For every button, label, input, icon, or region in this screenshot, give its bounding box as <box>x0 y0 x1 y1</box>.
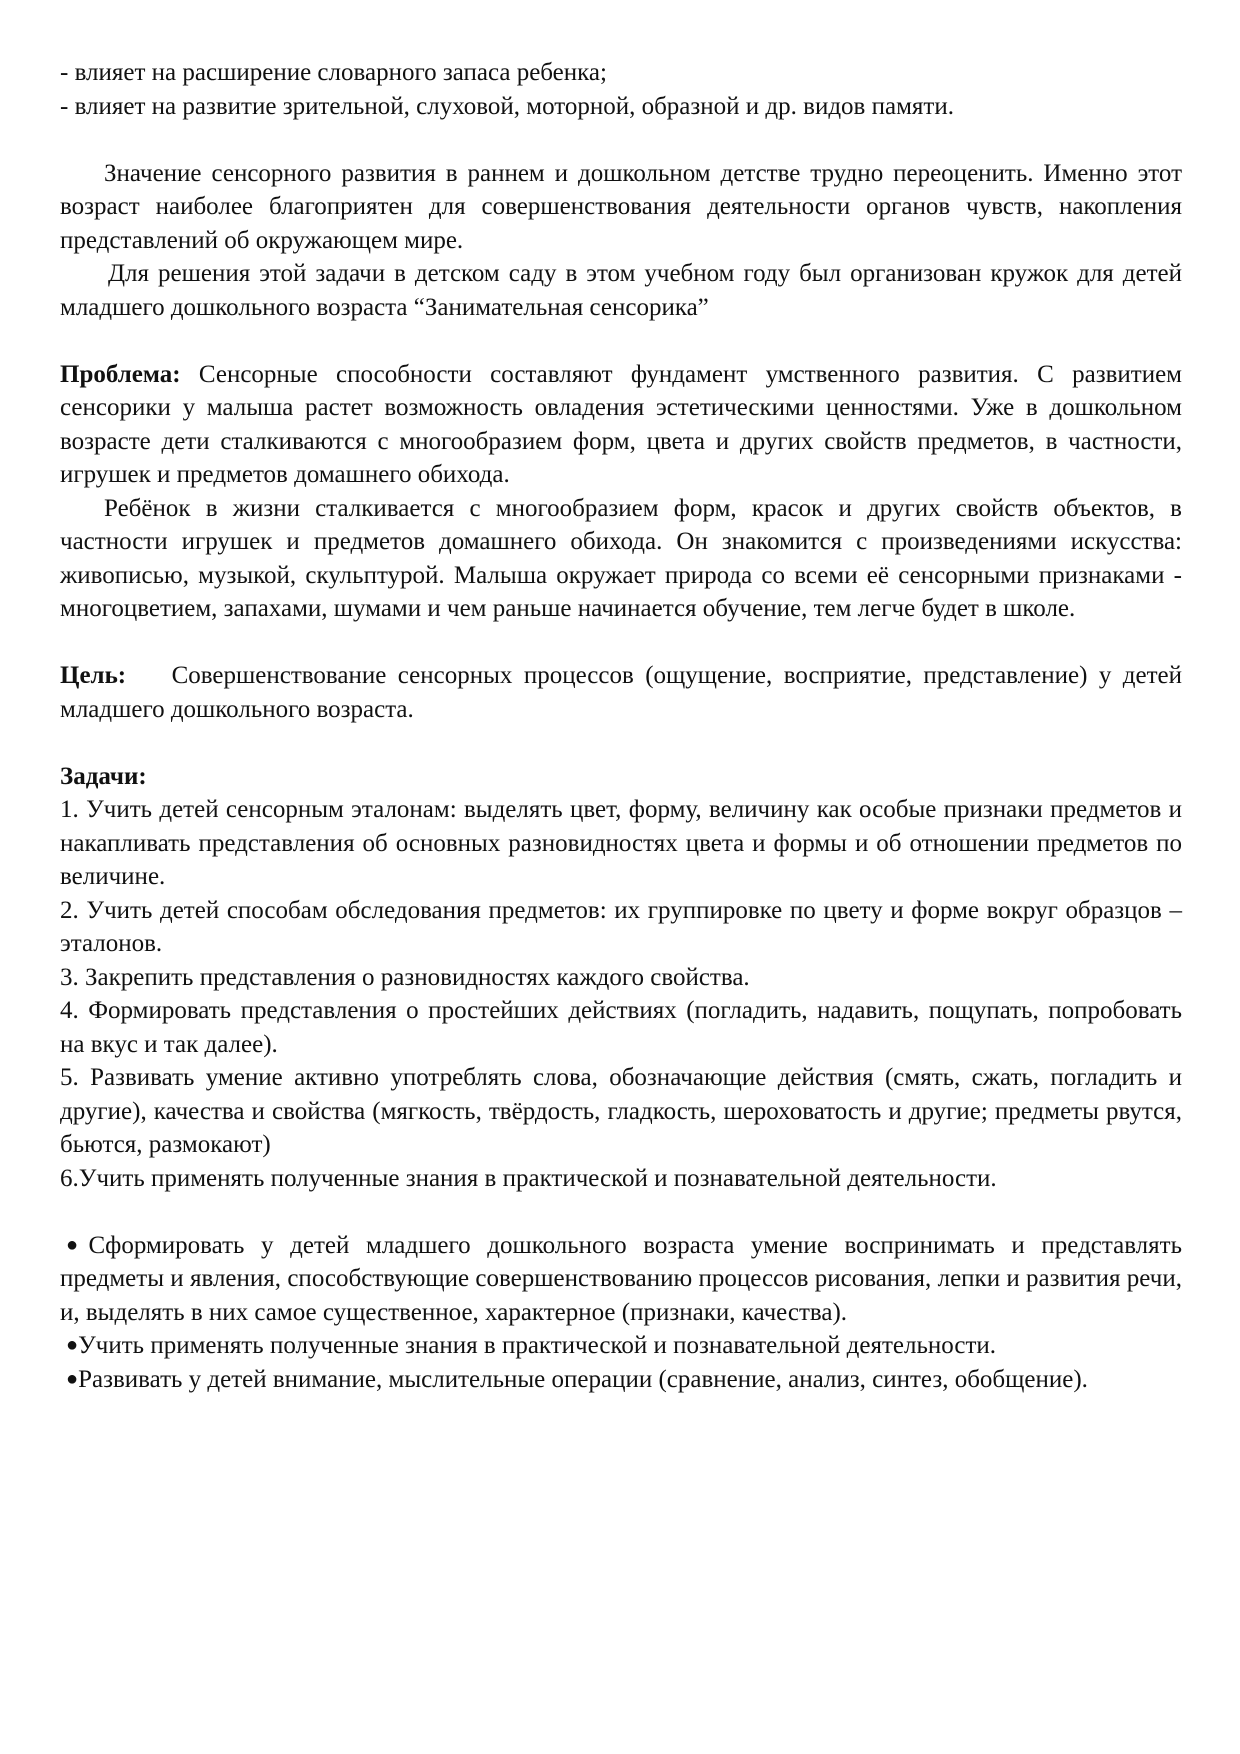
bullet-icon: ● <box>66 1334 79 1356</box>
task-item: 5. Развивать умение активно употреблять слова, обозначающие действия (смять, сжать, погладить и другие), качества и свойства (мягкость, твёрдость, гладкость, шероховатость и другие; предметы рвутся, бьются, размокают) <box>60 1064 1182 1158</box>
bullet-text: Развивать у детей внимание, мыслительные операции (сравнение, анализ, синтез, обобщение). <box>78 1365 1088 1393</box>
bullet-item <box>60 1329 1182 1363</box>
goal-section <box>60 659 1182 726</box>
spacer <box>60 324 1182 358</box>
goal-label: Цель: <box>60 662 127 689</box>
intro-list-item: - влияет на развитие зрительной, слуховой, моторной, образной и др. видов памяти. <box>60 92 954 120</box>
bullet-icon: ● <box>66 1233 89 1256</box>
tasks-label: Задачи: <box>60 762 147 790</box>
spacer <box>60 123 1182 157</box>
spacer <box>60 726 1182 760</box>
bullet-item <box>60 1229 1182 1330</box>
bullet-item <box>60 1363 1182 1397</box>
spacer <box>60 1195 1182 1229</box>
task-item: 2. Учить детей способам обследования предметов: их группировке по цвету и форме вокруг образцов – эталонов. <box>60 896 1182 957</box>
document-page <box>60 56 1182 1396</box>
problem-text: Сенсорные способности составляют фундамент умственного развития. С развитием сенсорики у малыша растет возможность овладения эстетическими ценностями. Уже в дошкольном возрасте дети сталкиваются с многообразием форм, цвета и других свойств предметов, в частности, игрушек и предметов домашнего обихода. <box>60 360 1182 488</box>
intro-list-item: - влияет на расширение словарного запаса ребенка; <box>60 59 607 86</box>
paragraph-significance: Значение сенсорного развития в раннем и дошкольном детстве трудно переоценить. Именно этот возраст наиболее благоприятен для совершенствования деятельности органов чувств, накопления представлений об окружающем мире. <box>60 159 1182 254</box>
spacer <box>60 626 1182 660</box>
paragraph-circle: Для решения этой задачи в детском саду в этом учебном году был организован кружок для детей младшего дошкольного возраста “Занимательная сенсорика” <box>60 260 1182 321</box>
task-item: 3. Закрепить представления о разновидностях каждого свойства. <box>60 963 750 991</box>
problem-paragraph-2: Ребёнок в жизни сталкивается с многообразием форм, красок и других свойств объектов, в частности игрушек и предметов домашнего обихода. Он знакомится с произведениями искусства: живописью, музыкой, скульптурой. Малыша окружает природа со всеми её сенсорными признаками - многоцветием, запахами, шумами и чем раньше начинается обучение, тем легче будет в школе. <box>60 494 1182 622</box>
task-item: 6.Учить применять полученные знания в практической и познавательной деятельности. <box>60 1164 997 1192</box>
task-item: 4. Формировать представления о простейших действиях (погладить, надавить, пощупать, попробовать на вкус и так далее). <box>60 997 1182 1058</box>
bullet-text: Учить применять полученные знания в практической и познавательной деятельности. <box>78 1332 997 1359</box>
goal-text: Совершенствование сенсорных процессов (ощущение, восприятие, представление) у детей младшего дошкольного возраста. <box>60 662 1182 723</box>
task-item: 1. Учить детей сенсорным эталонам: выделять цвет, форму, величину как особые признаки предметов и накапливать представления об основных разновидностях цвета и формы и об отношении предметов по величине. <box>60 796 1182 890</box>
bullet-text: Сформировать у детей младшего дошкольного возраста умение воспринимать и представлять предметы и явления, способствующие совершенствованию процессов рисования, лепки и развития речи, и, выделять в них самое существенное, характерное (признаки, качества). <box>60 1231 1182 1326</box>
problem-label: Проблема: <box>60 360 181 388</box>
problem-section <box>60 358 1182 492</box>
bullet-icon: ● <box>66 1367 79 1390</box>
